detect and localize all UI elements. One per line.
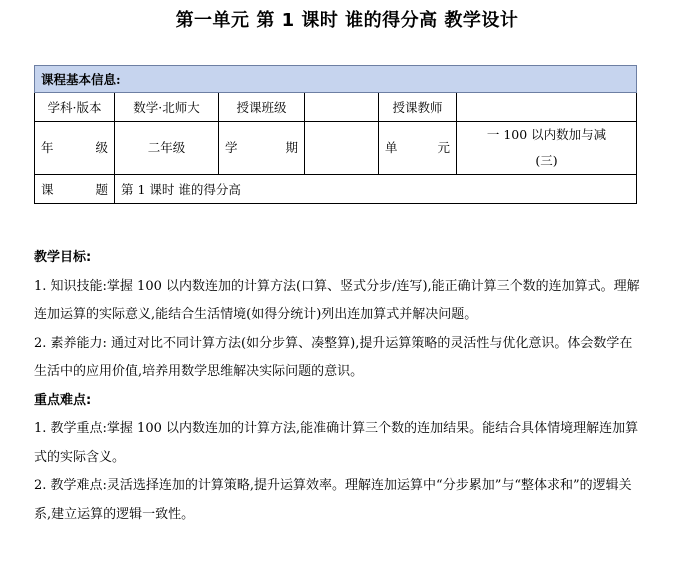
table-row <box>35 122 637 175</box>
lesson-content <box>34 244 644 529</box>
class-value <box>305 93 379 122</box>
table-header-row <box>35 66 637 93</box>
key-point-difficulty: 2. 教学难点:灵活选择连加的计算策略,提升运算效率。理解连加运算中“分步累加”与“整体求和”的逻辑关系,建立运算的逻辑一致性。 <box>34 478 632 522</box>
table-row <box>35 175 637 204</box>
term-label: 学 期 <box>219 122 305 175</box>
unit-label: 单 元 <box>379 122 457 175</box>
objective-ability: 2. 素养能力: 通过对比不同计算方法(如分步算、凑整算),提升运算策略的灵活性与优化意识。体会数学在生活中的应用价值,培养用数学思维解决实际问题的意识。 <box>34 335 633 379</box>
key-points-heading: 重点难点: <box>34 392 92 408</box>
course-info-table <box>34 65 637 204</box>
document-title: 第一单元 第 1 课时 谁的得分高 教学设计 <box>175 10 519 31</box>
subject-value: 数学·北师大 <box>115 93 219 122</box>
objectives-heading: 教学目标: <box>34 250 92 265</box>
grade-value: 二年级 <box>115 122 219 175</box>
class-label: 授课班级 <box>219 93 305 122</box>
subject-label: 学科·版本 <box>35 93 115 122</box>
unit-value <box>457 122 637 175</box>
objective-knowledge: 1. 知识技能:掌握 100 以内数连加的计算方法(口算、竖式分步/连写),能正确计算三个数的连加算式。理解连加运算的实际意义,能结合生活情境(如得分统计)列出连加算式并解决问题。 <box>34 278 640 322</box>
teacher-label: 授课教师 <box>379 93 457 122</box>
unit-value-line1: 一 100 以内数加与减 <box>486 127 607 142</box>
table-header: 课程基本信息: <box>35 66 637 93</box>
teacher-value <box>457 93 637 122</box>
grade-label: 年 级 <box>35 122 115 175</box>
unit-value-line2: (三) <box>535 153 558 168</box>
topic-value: 第 1 课时 谁的得分高 <box>115 175 637 204</box>
table-row <box>35 93 637 122</box>
topic-label: 课 题 <box>35 175 115 204</box>
term-value <box>305 122 379 175</box>
key-point-focus: 1. 教学重点:掌握 100 以内数连加的计算方法,能准确计算三个数的连加结果。能结合具体情境理解连加算式的实际含义。 <box>34 421 639 465</box>
